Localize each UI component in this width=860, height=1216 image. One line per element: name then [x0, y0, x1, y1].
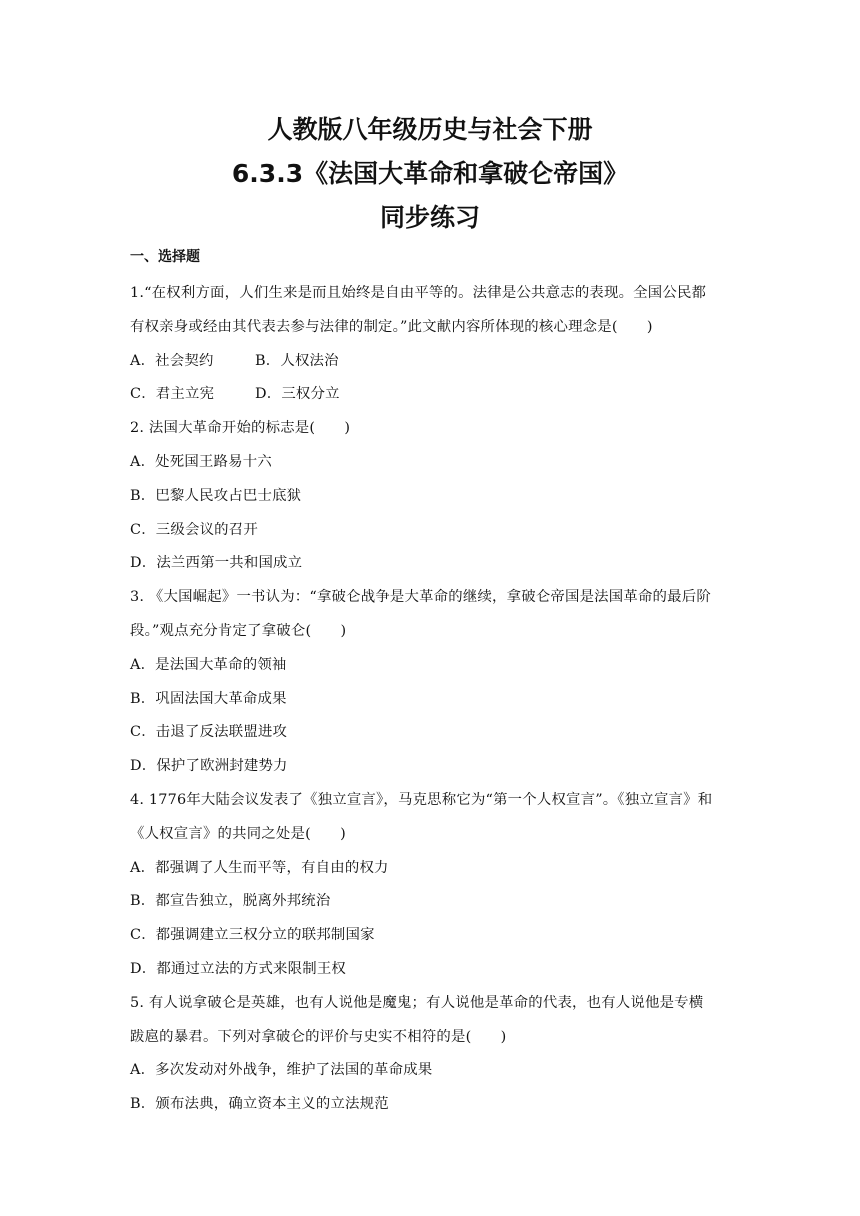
- question-stem: 5. 有人说拿破仑是英雄，也有人说他是魔鬼；有人说他是革命的代表，也有人说他是专横: [130, 994, 704, 1011]
- option-b: B．巴黎人民攻占巴士底狱: [130, 487, 302, 504]
- question-stem: 2. 法国大革命开始的标志是( ): [130, 420, 351, 437]
- question-stem: 《人权宣言》的共同之处是( ): [130, 825, 346, 842]
- option-a: A．都强调了人生而平等，有自由的权力: [130, 859, 389, 876]
- option-a: A．多次发动对外战争，维护了法国的革命成果: [130, 1062, 433, 1079]
- question-stem: 4. 1776年大陆会议发表了《独立宣言》，马克思称它为“第一个人权宣言”。《独立宣言》和: [130, 791, 713, 808]
- option-b: B．巩固法国大革命成果: [130, 690, 287, 707]
- question-stem: 有权亲身或经由其代表去参与法律的制定。”此文献内容所体现的核心理念是( ): [130, 318, 653, 335]
- document-subtitle-2: 同步练习: [379, 203, 480, 232]
- option-d: D．保护了欧洲封建势力: [130, 758, 288, 775]
- section-heading: 一、选择题: [130, 249, 200, 265]
- option-a: A．是法国大革命的领袖: [130, 656, 287, 673]
- option-b: B．人权法治: [255, 352, 339, 369]
- option-d: D．都通过立法的方式来限制王权: [130, 960, 347, 977]
- option-c: C．君主立宪: [130, 386, 215, 403]
- option-a: A．处死国王路易十六: [130, 453, 272, 470]
- document-subtitle: 6.3.3《法国大革命和拿破仑帝国》: [231, 159, 629, 188]
- option-d: D．法兰西第一共和国成立: [130, 555, 303, 572]
- option-d: D．三权分立: [255, 386, 340, 403]
- document-title-block: [0, 108, 860, 240]
- option-row: [130, 345, 740, 379]
- option-c: C．击退了反法联盟进攻: [130, 724, 288, 741]
- option-a: A．社会契约: [130, 352, 214, 369]
- option-c: C．三级会议的召开: [130, 521, 258, 538]
- question-stem: 1.“在权利方面，人们生来是而且始终是自由平等的。法律是公共意志的表现。全国公民都: [130, 285, 707, 301]
- option-row: [130, 378, 740, 412]
- question-3: [130, 581, 740, 784]
- document-body: [130, 243, 740, 1122]
- question-2: [130, 412, 740, 581]
- option-b: B．颁布法典，确立资本主义的立法规范: [130, 1096, 389, 1113]
- question-stem: 3. 《大国崛起》一书认为：“拿破仑战争是大革命的继续，拿破仑帝国是法国革命的最后阶: [130, 589, 711, 606]
- option-c: C．都强调建立三权分立的联邦制国家: [130, 927, 375, 944]
- document-title: 人教版八年级历史与社会下册: [267, 115, 593, 144]
- question-4: [130, 784, 740, 987]
- question-stem: 段。”观点充分肯定了拿破仑( ): [130, 622, 347, 639]
- question-stem: 跋扈的暴君。下列对拿破仑的评价与史实不相符的是( ): [130, 1028, 507, 1045]
- question-5: [130, 987, 740, 1122]
- option-b: B．都宣告独立，脱离外邦统治: [130, 893, 331, 910]
- question-1: [130, 277, 740, 412]
